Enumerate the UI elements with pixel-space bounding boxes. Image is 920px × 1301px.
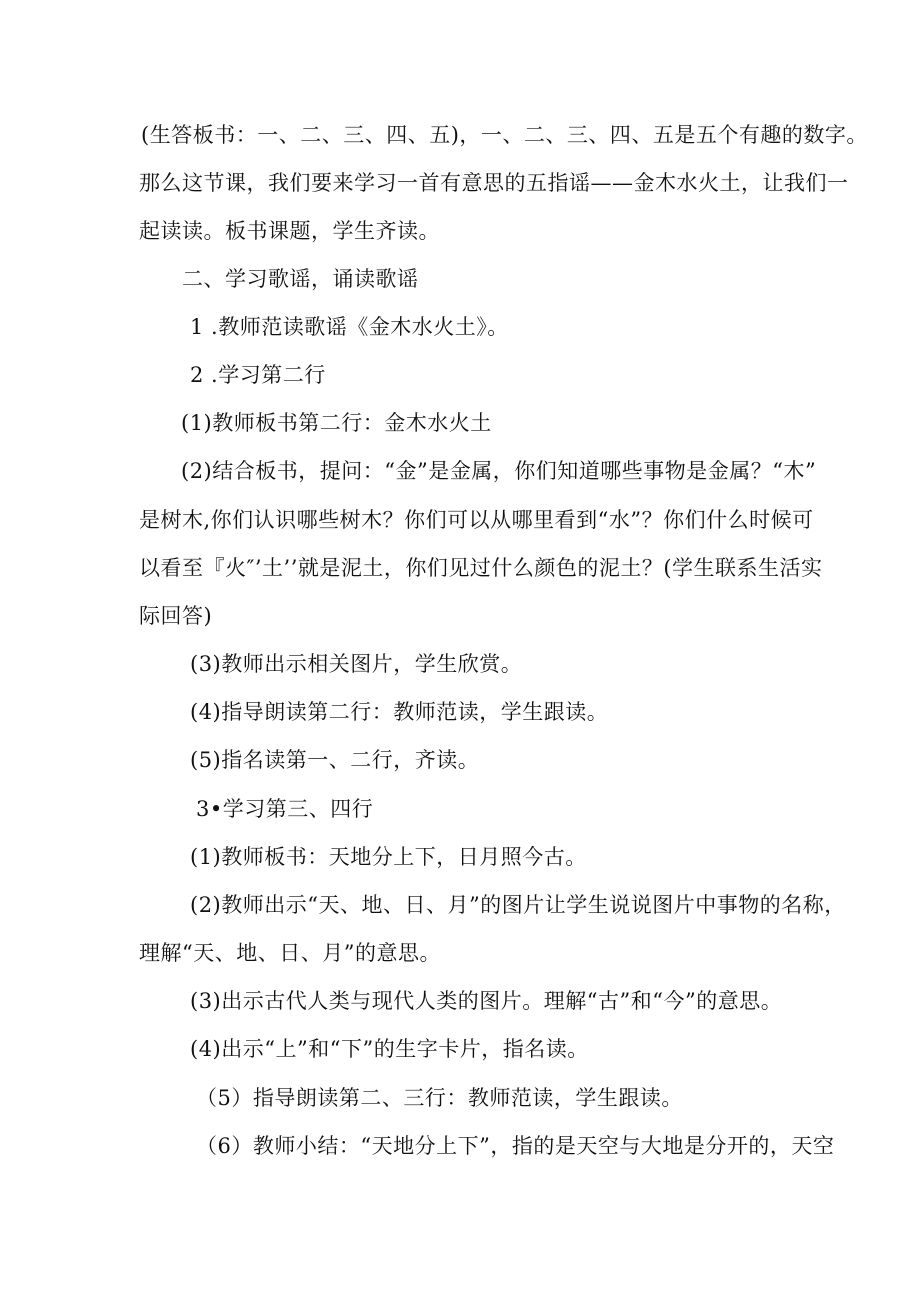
text-line: (生答板书：一、二、三、四、五)，一、二、三、四、五是五个有趣的数字。 [141,123,868,147]
section-heading: 二、学习歌谣，诵读歌谣 [182,267,419,291]
text-line: (4)出示“上”和“下”的生字卡片，指名读。 [190,1037,589,1061]
text-line: （6）教师小结：“天地分上下”，指的是天空与大地是分开的，天空 [196,1134,835,1158]
text-line: (1)教师板书第二行：金木水火土 [181,411,492,435]
text-line: (3)出示古代人类与现代人类的图片。理解“古”和“今”的意思。 [190,989,783,1013]
text-line: （5）指导朗读第二、三行：教师范读，学生跟读。 [196,1086,683,1110]
text-line: (4)指导朗读第二行：教师范读，学生跟读。 [190,700,609,724]
text-line: 是树木,你们认识哪些树木？你们可以从哪里看到“水”？你们什么时候可 [139,508,814,532]
text-line: (2)结合板书，提问：“金”是金属，你们知道哪些事物是金属？“木” [181,459,817,483]
text-line: 以看至『火″’土’’就是泥土，你们见过什么颜色的泥土？(学生联系生活实 [139,556,823,580]
text-line: (2)教师出示“天、地、日、月”的图片让学生说说图片中事物的名称， [190,893,846,917]
text-line: 3•学习第三、四行 [196,797,374,821]
text-line: 起读读。板书课题，学生齐读。 [139,219,440,243]
text-line: 理解“天、地、日、月”的意思。 [139,941,441,965]
text-line: (5)指名读第一、二行，齐读。 [190,748,480,772]
text-line: 2 .学习第二行 [190,363,326,387]
text-line: 1 .教师范读歌谣《金木水火土》。 [190,315,509,339]
text-line: (1)教师板书：天地分上下，日月照今古。 [190,845,587,869]
text-line: 那么这节课，我们要来学习一首有意思的五指谣——金木水火土，让我们一 [139,171,849,195]
text-line: (3)教师出示相关图片，学生欣赏。 [190,652,523,676]
text-line: 际回答) [139,604,213,628]
